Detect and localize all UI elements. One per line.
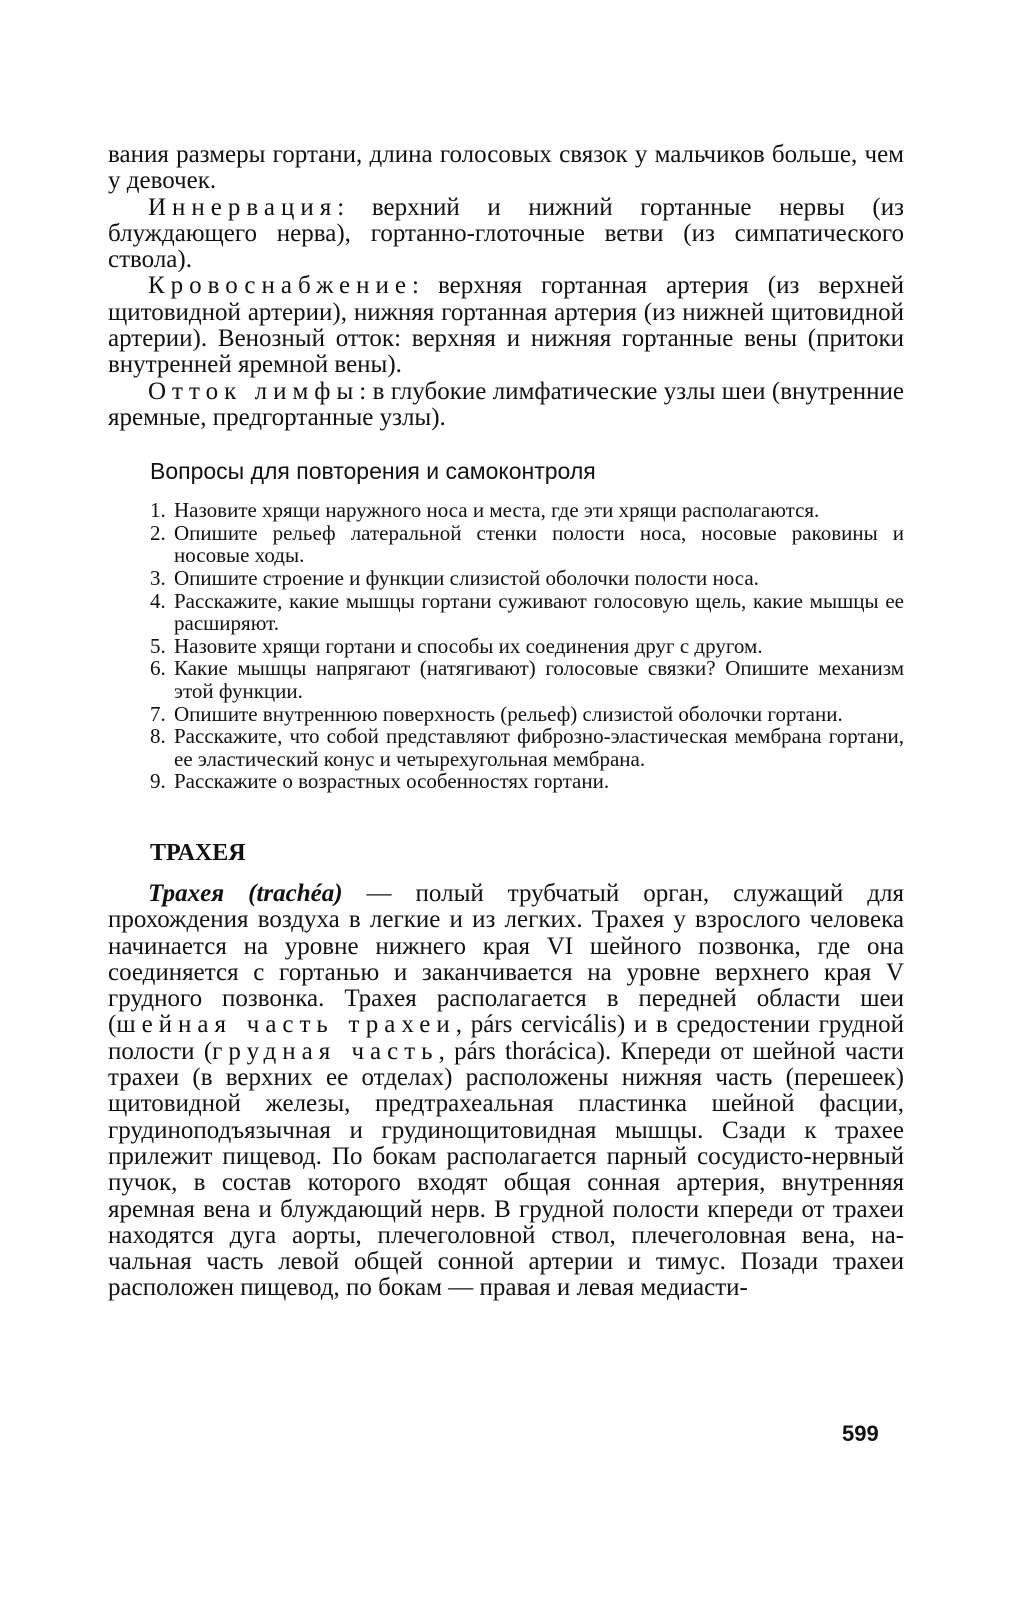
list-item: [150, 703, 904, 726]
term-blood-supply: Кровоснабжение: [148, 272, 412, 300]
question-number: 5.: [150, 633, 166, 658]
question-text: Назовите хрящи наружного носа и места, где эти хрящи располагаются.: [174, 498, 820, 523]
question-number: 4.: [150, 588, 166, 613]
term-cervical-part: шейная часть трахеи: [116, 1011, 456, 1039]
question-text: Какие мышцы напрягают (натягивают) голосовые связки? Опишите механизм этой функции.: [174, 656, 904, 704]
paragraph-text: — полый трубчатый орган, служащий для прохождения воздуха в легкие и из легких. Трахея у взрослого человека начинается на уровне нижнего края VI шейного позвонка, где она соединяется с гортанью и заканчивается на уровне верхнего края V грудного позвонка. Трахея располагается в передней области шеи (: [108, 879, 904, 1039]
paragraph-trachea: [108, 881, 904, 1302]
question-text: Расскажите, какие мышцы гортани суживают голосовую щель, какие мышцы ее расширяют.: [174, 588, 904, 636]
paragraph-text: : верхняя гортанная артерия (из верхней щитовидной артерии), нижняя гортанная артерия (из нижней щитовидной артерии). Венозный отток: верхняя и нижняя гортанные вены (притоки внутренней яремной вены).: [108, 272, 904, 379]
question-text: Опишите строение и функции слизистой оболочки полости носа.: [174, 566, 759, 591]
question-text: Расскажите, что собой представляют фиброзно-эластическая мембрана гортани, ее эластический конус и четырехугольная мембрана.: [174, 724, 904, 771]
question-number: 1.: [150, 498, 166, 523]
list-item: [150, 590, 904, 635]
list-item: [150, 770, 904, 793]
list-item: [150, 567, 904, 590]
page-number: 599: [842, 1421, 879, 1446]
paragraph-text: , párs cervicális) и в средостении грудной полости (: [108, 1011, 904, 1065]
paragraph-text: вания размеры гортани, длина голосовых связок у мальчиков больше, чем у девочек.: [108, 141, 904, 195]
question-number: 7.: [150, 701, 166, 726]
questions-list: [108, 499, 904, 793]
question-text: Опишите рельеф латеральной стенки полости носа, носовые раковины и носовые ходы.: [174, 520, 904, 568]
term-innervation: Иннервация: [148, 193, 338, 221]
paragraph-blood-supply: [108, 273, 904, 378]
question-number: 6.: [150, 656, 166, 681]
question-number: 8.: [150, 724, 166, 749]
list-item: [150, 499, 904, 522]
paragraph-lymph-outflow: [108, 379, 904, 432]
paragraph-text: : в глубокие лимфатические узлы шеи (внутренние яремные, предгортанные узлы).: [108, 377, 904, 431]
list-item: [150, 522, 904, 567]
paragraph-continuation: [108, 142, 904, 195]
term-trachea: Трахея (trachéa): [148, 879, 343, 907]
question-text: Назовите хрящи гортани и способы их соединения друг с другом.: [174, 633, 763, 658]
paragraph-text: , párs thorácica). Кпереди от шейной части трахеи (в верхних ее отделах) расположены нижняя часть (перешеек) щитовидной железы, предтрахеальная пластинка шейной фасции, грудиноподъязычная и грудинощитовидная мышцы. Сзади к трахее прилежит пищевод. По бокам располагается парный сосудисто-нервный пучок, в состав которого входят общая сонная артерия, внутренняя яремная вена и блуждающий нерв. В грудной полости кпереди от трахеи находятся дуга аорты, плечеголовной ствол, плечеголовная вена, начальная часть левой общей сонной артерии и тимус. Позади трахеи расположен пищевод, по бокам — правая и левая медиасти-: [108, 1037, 904, 1302]
question-number: 2.: [150, 520, 166, 545]
paragraph-innervation: [108, 195, 904, 274]
term-lymph-outflow: Отток лимфы: [148, 377, 360, 405]
list-item: [150, 725, 904, 770]
question-number: 9.: [150, 769, 166, 794]
section-title: ТРАХЕЯ: [150, 839, 246, 866]
question-number: 3.: [150, 566, 166, 591]
list-item: [150, 635, 904, 658]
term-thoracic-part: грудная часть: [212, 1037, 439, 1065]
question-text: Расскажите о возрастных особенностях гортани.: [174, 769, 610, 794]
paragraph-text: : верхний и нижний гортанные нервы (из блуждающего нерва), гортанно-глоточные ветви (из симпатического ствола).: [108, 193, 904, 274]
questions-heading: Вопросы для повторения и самоконтроля: [150, 458, 596, 485]
question-text: Опишите внутреннюю поверхность (рельеф) слизистой оболочки гортани.: [174, 701, 843, 726]
list-item: [150, 657, 904, 702]
page-content: [108, 142, 904, 1302]
